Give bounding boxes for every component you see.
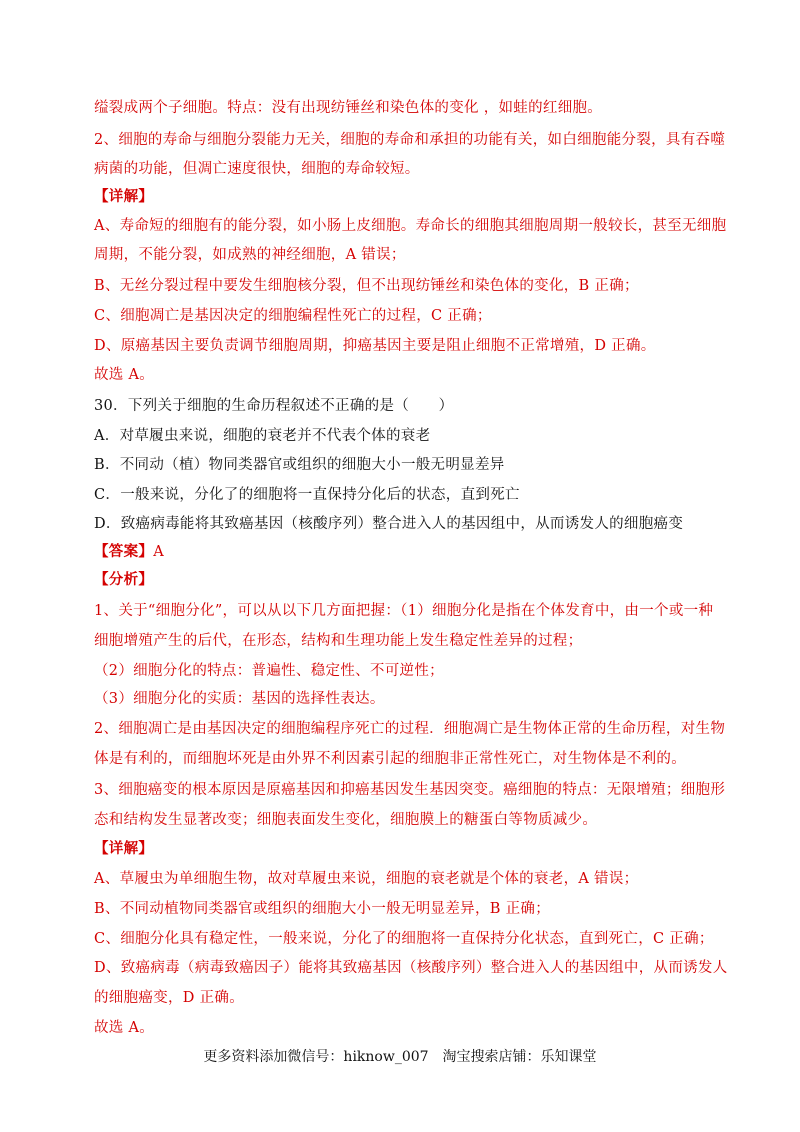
analysis-p2-line-1: 2、细胞凋亡是由基因决定的细胞编程序死亡的过程．细胞凋亡是生物体正常的生命历程，对生物	[94, 721, 726, 737]
detail-conclusion: 故选 A。	[94, 1020, 155, 1036]
answer-line	[94, 542, 164, 562]
detail-d-line-2: 的细胞癌变，D 正确。	[94, 990, 245, 1006]
prev-detail-c: C、细胞凋亡是基因决定的细胞编程性死亡的过程，C 正确；	[94, 308, 492, 324]
question-stem: 30．下列关于细胞的生命历程叙述不正确的是（ ）	[94, 398, 454, 414]
detail-a: A、草履虫为单细胞生物，故对草履虫来说，细胞的衰老就是个体的衰老，A 错误；	[94, 871, 639, 887]
prev-detail-a-line-2: 周期，不能分裂，如成熟的神经细胞，A 错误；	[94, 247, 406, 263]
analysis-p1-line-4: （3）细胞分化的实质：基因的选择性表达。	[94, 691, 385, 707]
analysis-p3-line-2: 态和结构发生显著改变；细胞表面发生变化，细胞膜上的糖蛋白等物质减少。	[94, 812, 598, 828]
prev-detail-conclusion: 故选 A。	[94, 367, 155, 383]
question-option-c: C．一般来说，分化了的细胞将一直保持分化后的状态，直到死亡	[94, 487, 520, 503]
analysis-p1-line-2: 细胞增殖产生的后代，在形态，结构和生理功能上发生稳定性差异的过程；	[94, 633, 583, 649]
analysis-heading: 【分析】	[94, 571, 154, 588]
detail-d-line-1: D、致癌病毒（病毒致癌因子）能将其致癌基因（核酸序列）整合进入人的基因组中，从而诱发人	[94, 960, 728, 976]
prev-analysis-line-1: 缢裂成两个子细胞。特点：没有出现纺锤丝和染色体的变化 ，如蛙的红细胞。	[94, 100, 603, 116]
answer-heading: 【答案】	[94, 543, 154, 560]
analysis-p2-line-2: 体是有利的，而细胞坏死是由外界不利因素引起的细胞非正常性死亡，对生物体是不利的。	[94, 751, 686, 767]
prev-detail-a-line-1: A、寿命短的细胞有的能分裂，如小肠上皮细胞。寿命长的细胞其细胞周期一般较长，甚至无细胞	[94, 218, 727, 234]
detail-b: B、不同动植物同类器官或组织的细胞大小一般无明显差异，B 正确；	[94, 901, 551, 917]
question-option-b: B．不同动（植）物同类器官或组织的细胞大小一般无明显差异	[94, 457, 505, 473]
page-footer: 更多资料添加微信号：hiknow_007 淘宝搜索店铺：乐知课堂	[203, 1049, 597, 1065]
analysis-p3-line-1: 3、细胞癌变的根本原因是原癌基因和抑癌基因发生基因突变。癌细胞的特点：无限增殖；细胞形	[94, 782, 726, 798]
detail-c: C、细胞分化具有稳定性，一般来说，分化了的细胞将一直保持分化状态，直到死亡，C 正确；	[94, 931, 714, 947]
detail-heading: 【详解】	[94, 840, 154, 857]
question-option-d: D．致癌病毒能将其致癌基因（核酸序列）整合进入人的基因组中，从而诱发人的细胞癌变	[94, 516, 684, 532]
analysis-p1-line-3: （2）细胞分化的特点：普遍性、稳定性、不可逆性；	[94, 663, 444, 679]
prev-detail-b: B、无丝分裂过程中要发生细胞核分裂，但不出现纺锤丝和染色体的变化，B 正确；	[94, 278, 639, 294]
question-option-a: A．对草履虫来说，细胞的衰老并不代表个体的衰老	[94, 428, 431, 444]
answer-value: A	[153, 544, 164, 560]
analysis-p1-line-1: 1、关于“细胞分化”，可以从以下几方面把握：（1）细胞分化是指在个体发育中，由一个或一种	[94, 603, 714, 619]
prev-analysis-line-3: 病菌的功能，但凋亡速度很快，细胞的寿命较短。	[94, 161, 420, 177]
prev-detail-heading: 【详解】	[94, 188, 154, 205]
prev-analysis-line-2: 2、细胞的寿命与细胞分裂能力无关，细胞的寿命和承担的功能有关，如白细胞能分裂，具有吞噬	[94, 132, 726, 148]
prev-detail-d: D、原癌基因主要负责调节细胞周期，抑癌基因主要是阻止细胞不正常增殖，D 正确。	[94, 338, 656, 354]
